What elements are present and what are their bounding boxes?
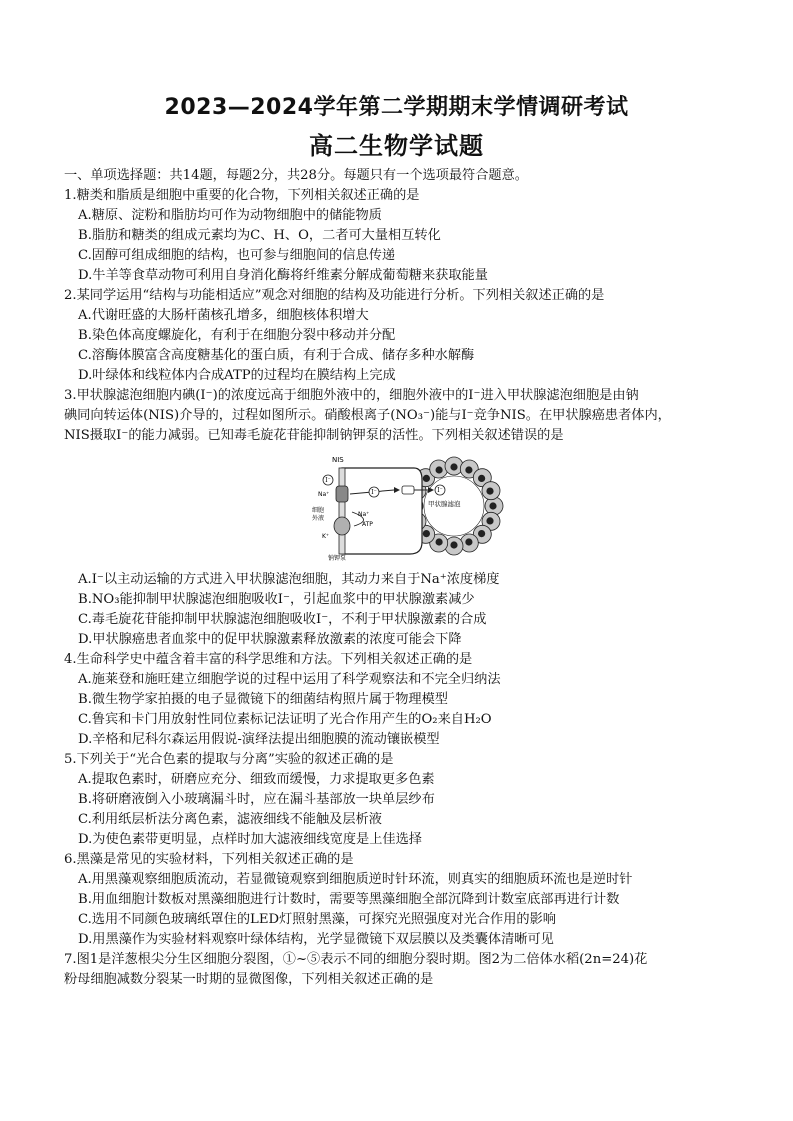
- option-b: B.将研磨液倒入小玻璃漏斗时，应在漏斗基部放一块单层纱布: [78, 792, 435, 807]
- question-stem: 3.甲状腺滤泡细胞内碘(I⁻)的浓度远高于细胞外液中的，细胞外液中的I⁻进入甲状腺滤泡细胞是由钠: [64, 388, 639, 403]
- pump-label: 钠钾泵: [328, 555, 347, 562]
- question-stem-cont: NIS摄取I⁻的能力减弱。已知毒毛旋花苷能抑制钠钾泵的活性。下列相关叙述错误的是: [64, 428, 564, 443]
- option-a: A.施莱登和施旺建立细胞学说的过程中运用了科学观察法和不完全归纳法: [78, 672, 501, 687]
- iodide-label: I⁻: [371, 489, 377, 496]
- exam-title: 2023—2024学年第二学期期末学情调研考试: [164, 95, 629, 120]
- cell-nucleus: [478, 530, 485, 537]
- sodium-pump-label: Na⁺: [358, 511, 370, 518]
- question-3: [64, 386, 736, 650]
- follicle-cell-body: [342, 468, 422, 554]
- thyroid-follicle-figure: [304, 450, 504, 563]
- option-a: A.用黑藻观察细胞质流动，若显微镜观察到细胞质逆时针环流，则真实的细胞质环流也是逆时针: [78, 872, 633, 887]
- option-d: D.甲状腺癌患者血浆中的促甲状腺激素释放激素的浓度可能会下降: [78, 632, 462, 647]
- option-d: D.辛格和尼科尔森运用假说-演绎法提出细胞膜的流动镶嵌模型: [78, 732, 440, 747]
- exam-content: [64, 166, 736, 990]
- cell-nucleus: [423, 530, 430, 537]
- cell-nucleus: [436, 538, 443, 545]
- option-a: A.糖原、淀粉和脂肪均可作为动物细胞中的储能物质: [78, 208, 382, 223]
- nis-diagram: [64, 450, 736, 563]
- option-b: B.用血细胞计数板对黑藻细胞进行计数时，需要等黑藻细胞全部沉降到计数室底部再进行计数: [78, 892, 620, 907]
- cell-nucleus: [489, 502, 496, 509]
- option-b: B.NO₃能抑制甲状腺滤泡细胞吸收I⁻，引起血浆中的甲状腺激素减少: [78, 592, 475, 607]
- question-stem: 5.下列关于“光合色素的提取与分离”实验的叙述正确的是: [64, 752, 394, 767]
- question-stem: 2.某同学运用“结构与功能相适应”观念对细胞的结构及功能进行分析。下列相关叙述正确的是: [64, 288, 605, 303]
- nis-transporter: [336, 486, 348, 502]
- cell-nucleus: [450, 541, 457, 548]
- sodium-potassium-pump: [334, 517, 350, 535]
- option-c: C.溶酶体膜富含高度糖基化的蛋白质，有利于合成、储存多种水解酶: [78, 348, 475, 363]
- cell-nucleus: [478, 475, 485, 482]
- option-d: D.叶绿体和线粒体内合成ATP的过程均在膜结构上完成: [78, 368, 396, 383]
- nis-label: NIS: [332, 456, 344, 464]
- option-d: D.为使色素带更明显，点样时加大滤液细线宽度是上佳选择: [78, 832, 422, 847]
- sodium-label: Na⁺: [318, 491, 330, 498]
- section-heading: 一、单项选择题：共14题，每题2分，共28分。每题只有一个选项最符合题意。: [64, 168, 528, 183]
- option-c: C.选用不同颜色玻璃纸罩住的LED灯照射黑藻，可探究光照强度对光合作用的影响: [78, 912, 556, 927]
- option-c: C.鲁宾和卡门用放射性同位素标记法证明了光合作用产生的O₂来自H₂O: [78, 712, 492, 727]
- extracellular-label-2: 外液: [312, 515, 325, 522]
- question-stem-cont: 粉母细胞减数分裂某一时期的显微图像，下列相关叙述正确的是: [64, 972, 434, 987]
- apical-channel: [402, 486, 414, 494]
- question-stem-cont: 碘同向转运体(NIS)介导的，过程如图所示。硝酸根离子(NO₃⁻)能与I⁻竞争NIS。在甲状腺癌患者体内，: [64, 408, 671, 423]
- option-a: A.提取色素时，研磨应充分、细致而缓慢，力求提取更多色素: [78, 772, 435, 787]
- cell-membrane: [339, 468, 345, 554]
- option-d: D.牛羊等食草动物可利用自身消化酶将纤维素分解成葡萄糖来获取能量: [78, 268, 488, 283]
- cell-nucleus: [450, 463, 457, 470]
- question-stem: 1.糖类和脂质是细胞中重要的化合物，下列相关叙述正确的是: [64, 188, 420, 203]
- option-b: B.微生物学家拍摄的电子显微镜下的细菌结构照片属于物理模型: [78, 692, 448, 707]
- follicle-label: 甲状腺滤泡: [428, 500, 461, 508]
- option-c: C.利用纸层析法分离色素，滤液细线不能触及层析液: [78, 812, 382, 827]
- cell-nucleus: [436, 466, 443, 473]
- potassium-label: K⁺: [322, 533, 330, 540]
- option-d: D.用黑藻作为实验材料观察叶绿体结构，光学显微镜下双层膜以及类囊体清晰可见: [78, 932, 554, 947]
- exam-subtitle: 高二生物学试题: [309, 132, 484, 160]
- option-b: B.脂肪和糖类的组成元素均为C、H、O，二者可大量相互转化: [78, 228, 441, 243]
- cell-nucleus: [486, 517, 493, 524]
- cell-nucleus: [486, 488, 493, 495]
- option-b: B.染色体高度螺旋化，有利于在细胞分裂中移动并分配: [78, 328, 396, 343]
- question-7: [64, 950, 736, 990]
- cell-nucleus: [423, 475, 430, 482]
- iodide-label: I⁻: [437, 487, 443, 494]
- cell-nucleus: [465, 538, 472, 545]
- option-c: C.毒毛旋花苷能抑制甲状腺滤泡细胞吸收I⁻，不利于甲状腺激素的合成: [78, 612, 487, 627]
- extracellular-label-1: 细胞: [312, 507, 325, 514]
- option-a: A.代谢旺盛的大肠杆菌核孔增多，细胞核体积增大: [78, 308, 369, 323]
- option-c: C.固醇可组成细胞的结构，也可参与细胞间的信息传递: [78, 248, 396, 263]
- iodide-label: I⁻: [325, 477, 331, 484]
- question-4: [64, 650, 736, 750]
- question-stem: 7.图1是洋葱根尖分生区细胞分裂图，①~⑤表示不同的细胞分裂时期。图2为二倍体水稻(2n=24)花: [64, 952, 648, 967]
- question-2: [64, 286, 736, 386]
- option-a: A.I⁻以主动运输的方式进入甲状腺滤泡细胞，其动力来自于Na⁺浓度梯度: [78, 572, 500, 587]
- question-stem: 4.生命科学史中蕴含着丰富的科学思维和方法。下列相关叙述正确的是: [64, 652, 473, 667]
- question-stem: 6.黑藻是常见的实验材料，下列相关叙述正确的是: [64, 852, 354, 867]
- question-6: [64, 850, 736, 950]
- cell-nucleus: [465, 466, 472, 473]
- question-1: [64, 186, 736, 286]
- atp-label: ATP: [362, 521, 373, 528]
- question-5: [64, 750, 736, 850]
